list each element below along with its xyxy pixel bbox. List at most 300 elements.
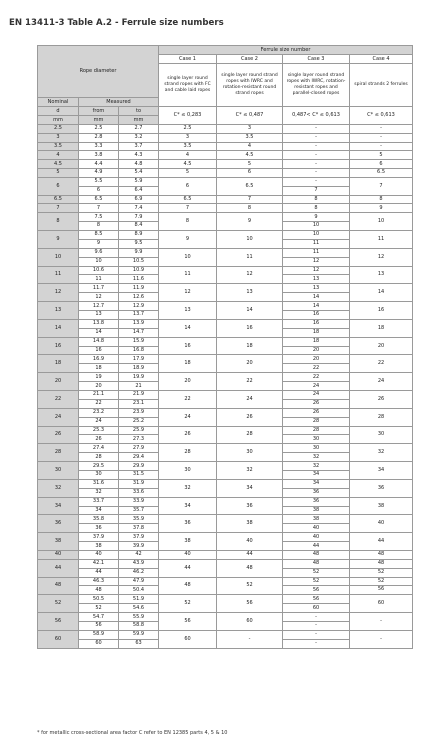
case-3-cell: 10 bbox=[283, 222, 350, 231]
measured-from-cell: 30 bbox=[79, 470, 119, 479]
case-4-cell bbox=[350, 559, 413, 577]
nominal-cell: 22 bbox=[38, 390, 79, 408]
measured-from-cell: 18 bbox=[79, 364, 119, 373]
case-4-condition: C* ≤ 0,613 bbox=[350, 107, 413, 125]
measured-from-cell: 44 bbox=[79, 568, 119, 577]
case-4-cell: 34 bbox=[350, 462, 413, 480]
case-3-cell: 14 bbox=[283, 293, 350, 302]
measured-to-cell: 12.9 bbox=[119, 302, 159, 311]
case-4-cell: 18 bbox=[350, 319, 413, 337]
case-3-cell: 32 bbox=[283, 453, 350, 462]
measured-to-cell: 18.9 bbox=[119, 364, 159, 373]
measured-to-cell: 39.9 bbox=[119, 542, 159, 551]
case-3-cell: 22 bbox=[283, 364, 350, 373]
case-4-value: 56 bbox=[377, 586, 385, 593]
measured-to-cell: 6.4 bbox=[119, 186, 159, 195]
case-1-cell: 3 bbox=[159, 133, 217, 142]
measured-to-cell: 58.8 bbox=[119, 622, 159, 631]
measured-from-cell: 40 bbox=[79, 551, 119, 560]
measured-from-cell: 4.4 bbox=[79, 160, 119, 169]
page-title: EN 13411-3 Table A.2 - Ferrule size numbers bbox=[9, 18, 224, 28]
case-3-cell: 36 bbox=[283, 497, 350, 506]
case-2-cell: 20 bbox=[217, 355, 283, 373]
measured-from-cell: 19 bbox=[79, 373, 119, 382]
measured-from-cell: 12.7 bbox=[79, 302, 119, 311]
nominal-cell: 38 bbox=[38, 533, 79, 551]
measured-to-cell: 12.6 bbox=[119, 293, 159, 302]
case-4-cell: 32 bbox=[350, 444, 413, 462]
case-4-cell: 6.5 bbox=[350, 168, 413, 177]
case-3-cell: 28 bbox=[283, 426, 350, 435]
case-1-cell: 14 bbox=[159, 319, 217, 337]
case-1-cell: 40 bbox=[159, 551, 217, 560]
case-1-cell: 5 bbox=[159, 168, 217, 177]
measured-from-cell: 38 bbox=[79, 542, 119, 551]
measured-to-cell: 2.7 bbox=[119, 125, 159, 134]
case-4-cell bbox=[350, 577, 413, 595]
measured-from-cell: 24 bbox=[79, 417, 119, 426]
case-4-cell: 16 bbox=[350, 302, 413, 320]
case-2-condition: C* ≤ 0,487 bbox=[217, 107, 283, 125]
measured-to-cell: 6.9 bbox=[119, 195, 159, 204]
nominal-cell: 24 bbox=[38, 408, 79, 426]
case-1-cell: 2.5 bbox=[159, 125, 217, 134]
measured-from-cell: 2.5 bbox=[79, 125, 119, 134]
case-4-cell: 40 bbox=[350, 515, 413, 533]
measured-from-cell: 14 bbox=[79, 328, 119, 337]
case-4-cell: - bbox=[350, 630, 413, 648]
case-4-cell: - bbox=[350, 125, 413, 134]
case-1-cell: 36 bbox=[159, 515, 217, 533]
nominal-cell: 11 bbox=[38, 266, 79, 284]
measured-from-cell: 8.5 bbox=[79, 230, 119, 239]
case-3-cell: - bbox=[283, 177, 350, 186]
case-3-cell: 26 bbox=[283, 408, 350, 417]
nominal-cell: 4.5 bbox=[38, 160, 79, 169]
case-3-cell: 18 bbox=[283, 328, 350, 337]
table-row bbox=[38, 355, 413, 364]
measured-from-cell: 35.8 bbox=[79, 515, 119, 524]
case-1-description: single layer round strand ropes with FC and cable laid ropes bbox=[159, 64, 217, 107]
measured-to-cell: 35.7 bbox=[119, 506, 159, 515]
measured-from-cell: 21.1 bbox=[79, 390, 119, 399]
case-4-cell: 44 bbox=[350, 533, 413, 551]
nominal-cell: 5 bbox=[38, 168, 79, 177]
case-2-cell: 7 bbox=[217, 195, 283, 204]
table-header bbox=[38, 46, 413, 125]
measured-from-cell: 33.7 bbox=[79, 497, 119, 506]
mm-unit: mm bbox=[119, 116, 159, 125]
nominal-cell: 9 bbox=[38, 230, 79, 248]
case-3-description: single layer round strand ropes with IWRC, rotation-resistant ropes and parallel-closed ropes bbox=[283, 64, 350, 107]
case-1-cell: 26 bbox=[159, 426, 217, 444]
case-4-value: 48 bbox=[350, 560, 412, 569]
table-row bbox=[38, 479, 413, 488]
case-3-cell: - bbox=[283, 125, 350, 134]
measured-to-cell: 10.5 bbox=[119, 257, 159, 266]
case-3-cell: 16 bbox=[283, 310, 350, 319]
case-2-cell: 28 bbox=[217, 426, 283, 444]
measured-from-cell: 8 bbox=[79, 222, 119, 231]
nominal-cell: 3 bbox=[38, 133, 79, 142]
measured-from-cell: 13.8 bbox=[79, 319, 119, 328]
case-1-cell: 28 bbox=[159, 444, 217, 462]
case-1-header: Case 1 bbox=[159, 55, 217, 64]
case-3-cell: 11 bbox=[283, 248, 350, 257]
case-1-cell: 60 bbox=[159, 630, 217, 648]
measured-to-cell: 50.4 bbox=[119, 586, 159, 595]
case-3-cell: - bbox=[283, 142, 350, 151]
measured-to-cell: 13.7 bbox=[119, 310, 159, 319]
nominal-cell: 48 bbox=[38, 577, 79, 595]
case-3-condition: 0,487< C* ≤ 0,613 bbox=[283, 107, 350, 125]
case-1-cell: 16 bbox=[159, 337, 217, 355]
case-3-cell: 13 bbox=[283, 284, 350, 293]
measured-to-cell: 7.9 bbox=[119, 213, 159, 222]
case-4-cell: 38 bbox=[350, 497, 413, 515]
measured-to-cell: 54.6 bbox=[119, 604, 159, 613]
case-1-cell: 11 bbox=[159, 266, 217, 284]
measured-from-cell: 50.5 bbox=[79, 595, 119, 604]
case-2-cell: 52 bbox=[217, 577, 283, 595]
case-3-cell: 18 bbox=[283, 337, 350, 346]
case-4-cell: 22 bbox=[350, 355, 413, 373]
case-3-cell: - bbox=[283, 133, 350, 142]
case-1-cell: 12 bbox=[159, 284, 217, 302]
case-3-cell: 8 bbox=[283, 204, 350, 213]
measured-from-cell: 25.3 bbox=[79, 426, 119, 435]
case-3-cell: 14 bbox=[283, 302, 350, 311]
table-row bbox=[38, 559, 413, 568]
nominal-cell: 13 bbox=[38, 302, 79, 320]
measured-from-cell: 28 bbox=[79, 453, 119, 462]
table-row bbox=[38, 213, 413, 222]
measured-from-cell: 6 bbox=[79, 186, 119, 195]
table-row bbox=[38, 230, 413, 239]
table-row bbox=[38, 515, 413, 524]
case-2-cell: 34 bbox=[217, 479, 283, 497]
measured-from-cell: 4.9 bbox=[79, 168, 119, 177]
nominal-cell: 26 bbox=[38, 426, 79, 444]
case-4-cell: 28 bbox=[350, 408, 413, 426]
case-3-cell: 32 bbox=[283, 462, 350, 471]
measured-from-cell: 31.6 bbox=[79, 479, 119, 488]
case-3-cell: 56 bbox=[283, 586, 350, 595]
table-row bbox=[38, 142, 413, 151]
table-row bbox=[38, 302, 413, 311]
nominal-cell: 40 bbox=[38, 551, 79, 560]
measured-to-cell: 9.9 bbox=[119, 248, 159, 257]
table-row bbox=[38, 630, 413, 639]
case-1-cell: 4.5 bbox=[159, 160, 217, 169]
case-2-cell: 40 bbox=[217, 533, 283, 551]
measured-to-cell: 9.5 bbox=[119, 239, 159, 248]
measured-to-cell: 51.9 bbox=[119, 595, 159, 604]
case-3-cell: - bbox=[283, 630, 350, 639]
measured-to-cell: 31.5 bbox=[119, 470, 159, 479]
case-3-cell: 34 bbox=[283, 479, 350, 488]
measured-to-cell: 14.7 bbox=[119, 328, 159, 337]
measured-to-cell: 35.9 bbox=[119, 515, 159, 524]
table-row bbox=[38, 577, 413, 586]
nominal-cell: 34 bbox=[38, 497, 79, 515]
case-3-cell: 12 bbox=[283, 257, 350, 266]
measured-from-cell: 5.5 bbox=[79, 177, 119, 186]
nominal-cell: 4 bbox=[38, 151, 79, 160]
table-row bbox=[38, 266, 413, 275]
nominal-cell: 6.5 bbox=[38, 195, 79, 204]
nominal-cell: 3.5 bbox=[38, 142, 79, 151]
case-4-cell: 8 bbox=[350, 195, 413, 204]
measured-to-cell: 5.4 bbox=[119, 168, 159, 177]
case-3-cell: 34 bbox=[283, 470, 350, 479]
case-3-cell: 48 bbox=[283, 559, 350, 568]
table-row bbox=[38, 444, 413, 453]
table-row bbox=[38, 133, 413, 142]
case-4-cell: 60 bbox=[350, 595, 413, 613]
case-2-cell: 13 bbox=[217, 284, 283, 302]
case-1-cell: 6.5 bbox=[159, 195, 217, 204]
measured-to-cell: 46.2 bbox=[119, 568, 159, 577]
nominal-cell: 56 bbox=[38, 613, 79, 631]
mm-unit: mm bbox=[38, 116, 79, 125]
case-4-cell: 14 bbox=[350, 284, 413, 302]
case-3-cell: 40 bbox=[283, 533, 350, 542]
measured-from-cell: 29.5 bbox=[79, 462, 119, 471]
measured-to-cell: 29.4 bbox=[119, 453, 159, 462]
measured-from-cell: 26 bbox=[79, 435, 119, 444]
case-3-cell: - bbox=[283, 639, 350, 648]
ferrule-size-table bbox=[37, 45, 413, 649]
case-3-cell: 24 bbox=[283, 390, 350, 399]
case-3-cell: 52 bbox=[283, 577, 350, 586]
case-4-cell: 11 bbox=[350, 230, 413, 248]
nominal-cell: 52 bbox=[38, 595, 79, 613]
rope-diameter-header: Rope diameter bbox=[38, 46, 159, 98]
table-row bbox=[38, 168, 413, 177]
measured-to-cell: 10.9 bbox=[119, 266, 159, 275]
mm-unit: mm bbox=[79, 116, 119, 125]
table-row bbox=[38, 319, 413, 328]
case-2-cell: 11 bbox=[217, 248, 283, 266]
measured-from-cell: 9 bbox=[79, 239, 119, 248]
nominal-cell: 12 bbox=[38, 284, 79, 302]
case-2-cell: 48 bbox=[217, 559, 283, 577]
nominal-cell: 2.5 bbox=[38, 125, 79, 134]
case-3-cell: 48 bbox=[283, 551, 350, 560]
case-1-cell: 38 bbox=[159, 533, 217, 551]
case-3-cell: - bbox=[283, 622, 350, 631]
table-row bbox=[38, 551, 413, 560]
measured-from-cell: 20 bbox=[79, 382, 119, 391]
measured-to-cell: 33.9 bbox=[119, 497, 159, 506]
case-2-cell: 14 bbox=[217, 302, 283, 320]
measured-to-cell: 37.8 bbox=[119, 524, 159, 533]
measured-from-cell: 32 bbox=[79, 488, 119, 497]
case-2-cell: - bbox=[217, 630, 283, 648]
case-2-cell: 3 bbox=[217, 125, 283, 134]
table-row bbox=[38, 497, 413, 506]
table-row bbox=[38, 390, 413, 399]
measured-from-cell: 56 bbox=[79, 622, 119, 631]
case-3-cell: 13 bbox=[283, 275, 350, 284]
case-1-cell: 56 bbox=[159, 613, 217, 631]
measured-from-cell: 16.9 bbox=[79, 355, 119, 364]
case-1-cell: 10 bbox=[159, 248, 217, 266]
measured-from-cell: 3.3 bbox=[79, 142, 119, 151]
measured-from-cell: 34 bbox=[79, 506, 119, 515]
case-4-cell: 13 bbox=[350, 266, 413, 284]
measured-from-cell: 11.7 bbox=[79, 284, 119, 293]
case-1-cell: 44 bbox=[159, 559, 217, 577]
case-3-cell: 9 bbox=[283, 213, 350, 222]
case-3-cell: 16 bbox=[283, 319, 350, 328]
measured-to-cell: 25.2 bbox=[119, 417, 159, 426]
table-row bbox=[38, 595, 413, 604]
case-2-cell: 6 bbox=[217, 168, 283, 177]
table-row bbox=[38, 613, 413, 622]
nominal-cell: 32 bbox=[38, 479, 79, 497]
case-1-cell: 6 bbox=[159, 177, 217, 195]
nominal-header: Nominal bbox=[38, 98, 79, 107]
table-row bbox=[38, 284, 413, 293]
table-row bbox=[38, 462, 413, 471]
table-row bbox=[38, 248, 413, 257]
case-1-cell: 20 bbox=[159, 373, 217, 391]
case-4-cell: 10 bbox=[350, 213, 413, 231]
case-3-cell: 56 bbox=[283, 595, 350, 604]
case-1-cell: 8 bbox=[159, 213, 217, 231]
measured-to-cell: 31.9 bbox=[119, 479, 159, 488]
measured-to-cell: 13.9 bbox=[119, 319, 159, 328]
case-3-cell: 12 bbox=[283, 266, 350, 275]
case-1-cell: 24 bbox=[159, 408, 217, 426]
case-1-cell: 48 bbox=[159, 577, 217, 595]
nominal-cell: 14 bbox=[38, 319, 79, 337]
case-3-cell: 10 bbox=[283, 230, 350, 239]
nominal-cell: 28 bbox=[38, 444, 79, 462]
case-4-cell: 6 bbox=[350, 160, 413, 169]
case-3-cell: 40 bbox=[283, 524, 350, 533]
measured-to-cell: 27.3 bbox=[119, 435, 159, 444]
case-2-cell: 56 bbox=[217, 595, 283, 613]
case-2-cell: 9 bbox=[217, 213, 283, 231]
case-4-cell: 9 bbox=[350, 204, 413, 213]
case-2-cell: 36 bbox=[217, 497, 283, 515]
nominal-cell: 44 bbox=[38, 559, 79, 577]
table-row bbox=[38, 204, 413, 213]
measured-from-cell: 12 bbox=[79, 293, 119, 302]
case-4-cell: 26 bbox=[350, 390, 413, 408]
case-2-cell: 4 bbox=[217, 142, 283, 151]
measured-from-cell: 16 bbox=[79, 346, 119, 355]
measured-to-cell: 43.9 bbox=[119, 559, 159, 568]
case-2-cell: 6.5 bbox=[217, 177, 283, 195]
table-row bbox=[38, 177, 413, 186]
case-3-cell: - bbox=[283, 613, 350, 622]
nominal-cell: 36 bbox=[38, 515, 79, 533]
case-4-value: 52 bbox=[350, 578, 412, 587]
case-4-cell: 5 bbox=[350, 151, 413, 160]
case-3-cell: 38 bbox=[283, 506, 350, 515]
measured-to-cell: 8.9 bbox=[119, 230, 159, 239]
case-2-cell: 18 bbox=[217, 337, 283, 355]
case-2-cell: 32 bbox=[217, 462, 283, 480]
measured-to-cell: 23.1 bbox=[119, 399, 159, 408]
case-4-value: 52 bbox=[377, 568, 385, 575]
case-3-cell: 22 bbox=[283, 373, 350, 382]
case-3-cell: 44 bbox=[283, 542, 350, 551]
measured-to-cell: 21.9 bbox=[119, 390, 159, 399]
case-3-cell: 24 bbox=[283, 382, 350, 391]
case-3-cell: 20 bbox=[283, 346, 350, 355]
footnote: * for metallic cross-sectional area factor C refer to EN 12385 parts 4, 5 & 10 bbox=[37, 730, 228, 736]
measured-to-cell: 17.9 bbox=[119, 355, 159, 364]
case-3-cell: 7 bbox=[283, 186, 350, 195]
case-2-cell: 5 bbox=[217, 160, 283, 169]
measured-from-cell: 37.9 bbox=[79, 533, 119, 542]
case-1-cell: 52 bbox=[159, 595, 217, 613]
measured-to-cell: 16.8 bbox=[119, 346, 159, 355]
case-2-cell: 8 bbox=[217, 204, 283, 213]
measured-to-cell: 55.9 bbox=[119, 613, 159, 622]
case-2-cell: 38 bbox=[217, 515, 283, 533]
table-row bbox=[38, 125, 413, 134]
case-4-cell: 24 bbox=[350, 373, 413, 391]
measured-from-cell: 10.6 bbox=[79, 266, 119, 275]
case-1-condition: C* ≤ 0,283 bbox=[159, 107, 217, 125]
case-4-description: spiral strands 2 ferrules bbox=[350, 64, 413, 107]
case-3-cell: 20 bbox=[283, 355, 350, 364]
measured-to-cell: 4.3 bbox=[119, 151, 159, 160]
measured-to-cell: 4.8 bbox=[119, 160, 159, 169]
measured-to-cell: 25.9 bbox=[119, 426, 159, 435]
measured-to-cell: 21 bbox=[119, 382, 159, 391]
case-4-cell: 12 bbox=[350, 248, 413, 266]
measured-from-cell: 11 bbox=[79, 275, 119, 284]
case-2-cell: 26 bbox=[217, 408, 283, 426]
case-4-header: Case 4 bbox=[350, 55, 413, 64]
measured-to-cell: 19.9 bbox=[119, 373, 159, 382]
case-1-cell: 22 bbox=[159, 390, 217, 408]
case-2-cell: 44 bbox=[217, 551, 283, 560]
case-1-cell: 34 bbox=[159, 497, 217, 515]
case-3-cell: 38 bbox=[283, 515, 350, 524]
case-4-cell: 7 bbox=[350, 177, 413, 195]
measured-to-cell: 3.7 bbox=[119, 142, 159, 151]
case-1-cell: 18 bbox=[159, 355, 217, 373]
case-3-cell: - bbox=[283, 160, 350, 169]
measured-from-cell: 36 bbox=[79, 524, 119, 533]
case-3-cell: 28 bbox=[283, 417, 350, 426]
case-3-cell: 30 bbox=[283, 444, 350, 453]
measured-from-cell: 7 bbox=[79, 204, 119, 213]
measured-to-cell: 11.6 bbox=[119, 275, 159, 284]
measured-from-cell: 54.7 bbox=[79, 613, 119, 622]
case-2-cell: 12 bbox=[217, 266, 283, 284]
table-row bbox=[38, 408, 413, 417]
case-4-cell: 20 bbox=[350, 337, 413, 355]
case-3-cell: 36 bbox=[283, 488, 350, 497]
case-3-cell: - bbox=[283, 168, 350, 177]
nominal-cell: 6 bbox=[38, 177, 79, 195]
nominal-cell: 10 bbox=[38, 248, 79, 266]
measured-to-cell: 8.4 bbox=[119, 222, 159, 231]
case-2-header: Case 2 bbox=[217, 55, 283, 64]
case-1-cell: 4 bbox=[159, 151, 217, 160]
measured-from-cell: 48 bbox=[79, 586, 119, 595]
to-header: to bbox=[119, 107, 159, 116]
